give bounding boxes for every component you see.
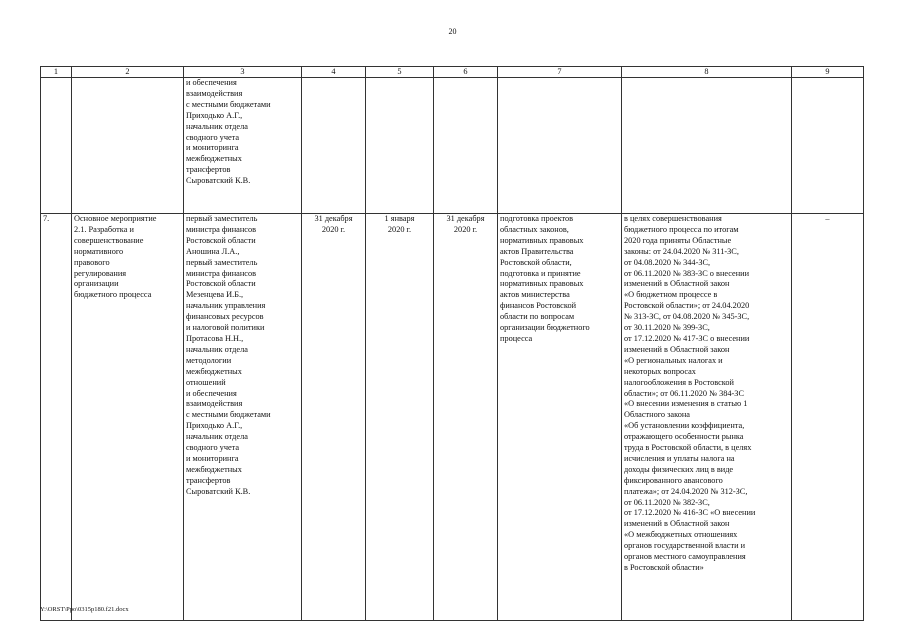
- col9-cell: –: [792, 214, 864, 621]
- header-row: [41, 67, 864, 78]
- report-table: [40, 66, 864, 621]
- header-cell: 8: [622, 67, 792, 78]
- page-number: 20: [448, 27, 457, 36]
- end-date-cell: 31 декабря 2020 г.: [302, 214, 366, 621]
- responsible-cell: первый заместитель министра финансов Ростовской области Аношина Л.А., первый заместитель министра финансов Ростовской области Мезенцева И.Б., начальник управления финансовых ресурсов и налоговой политики Протасова Н.Н., начальник отдела методологии межбюджетных отношений и обеспечения взаимодействия с местными бюджетами Приходько А.Г., начальник отдела сводного учета и мониторинга межбюджетных трансфертов Сыроватский К.В.: [184, 214, 302, 621]
- responsible-cell: и обеспечения взаимодействия с местными бюджетами Приходько А.Г., начальник отдела сводного учета и мониторинга межбюджетных трансфертов Сыроватский К.В.: [184, 78, 302, 214]
- start-date-cell: 1 января 2020 г.: [366, 214, 434, 621]
- header-cell: 7: [498, 67, 622, 78]
- start-date-cell: [366, 78, 434, 214]
- row-number-cell: [41, 78, 72, 214]
- header-cell: 6: [434, 67, 498, 78]
- event-cell: Основное мероприятие 2.1. Разработка и совершенствование нормативного правового регулирования организации бюджетного процесса: [72, 214, 184, 621]
- header-cell: 1: [41, 67, 72, 78]
- end-date-cell: [302, 78, 366, 214]
- header-cell: 3: [184, 67, 302, 78]
- table-row: [41, 78, 864, 214]
- table-row: [41, 214, 864, 621]
- header-cell: 2: [72, 67, 184, 78]
- header-cell: 4: [302, 67, 366, 78]
- row-number-cell: 7.: [41, 214, 72, 621]
- actual-result-cell: [622, 78, 792, 214]
- header-cell: 9: [792, 67, 864, 78]
- event-cell: [72, 78, 184, 214]
- result-cell: подготовка проектов областных законов, нормативных правовых актов Правительства Ростовской области, подготовка и принятие нормативных правовых актов министерства финансов Ростовской области по вопросам организации бюджетного процесса: [498, 214, 622, 621]
- header-cell: 5: [366, 67, 434, 78]
- result-cell: [498, 78, 622, 214]
- end-date-actual-cell: [434, 78, 498, 214]
- actual-result-cell: в целях совершенствования бюджетного процесса по итогам 2020 года приняты Областные законы: от 24.04.2020 № 311-ЗС, от 04.08.2020 № 344-ЗС, от 06.11.2020 № 383-ЗС о внесении изменений в Областной закон «О бюджетном процессе в Ростовской области»; от 24.04.2020 № 313-ЗС, от 04.08.2020 № 345-ЗС, от 30.11.2020 № 399-ЗС, от 17.12.2020 № 417-ЗС о внесении изменений в Областной закон «О региональных налогах и некоторых вопросах налогообложения в Ростовской области»; от 06.11.2020 № 384-ЗС «О внесении изменения в статью 1 Областного закона «Об установлении коэффициента, отражающего особенности рынка труда в Ростовской области, в целях исчисления и уплаты налога на доходы физических лиц в виде фиксированного авансового платежа»; от 24.04.2020 № 312-ЗС, от 06.11.2020 № 382-ЗС, от 17.12.2020 № 416-ЗС «О внесении изменений в Областной закон «О межбюджетных отношениях органов государственной власти и органов местного самоуправления в Ростовской области»: [622, 214, 792, 621]
- footer-file-path: Y:\ORST\Ppo\0315p180.f21.docx: [40, 606, 129, 613]
- col9-cell: [792, 78, 864, 214]
- end-date-actual-cell: 31 декабря 2020 г.: [434, 214, 498, 621]
